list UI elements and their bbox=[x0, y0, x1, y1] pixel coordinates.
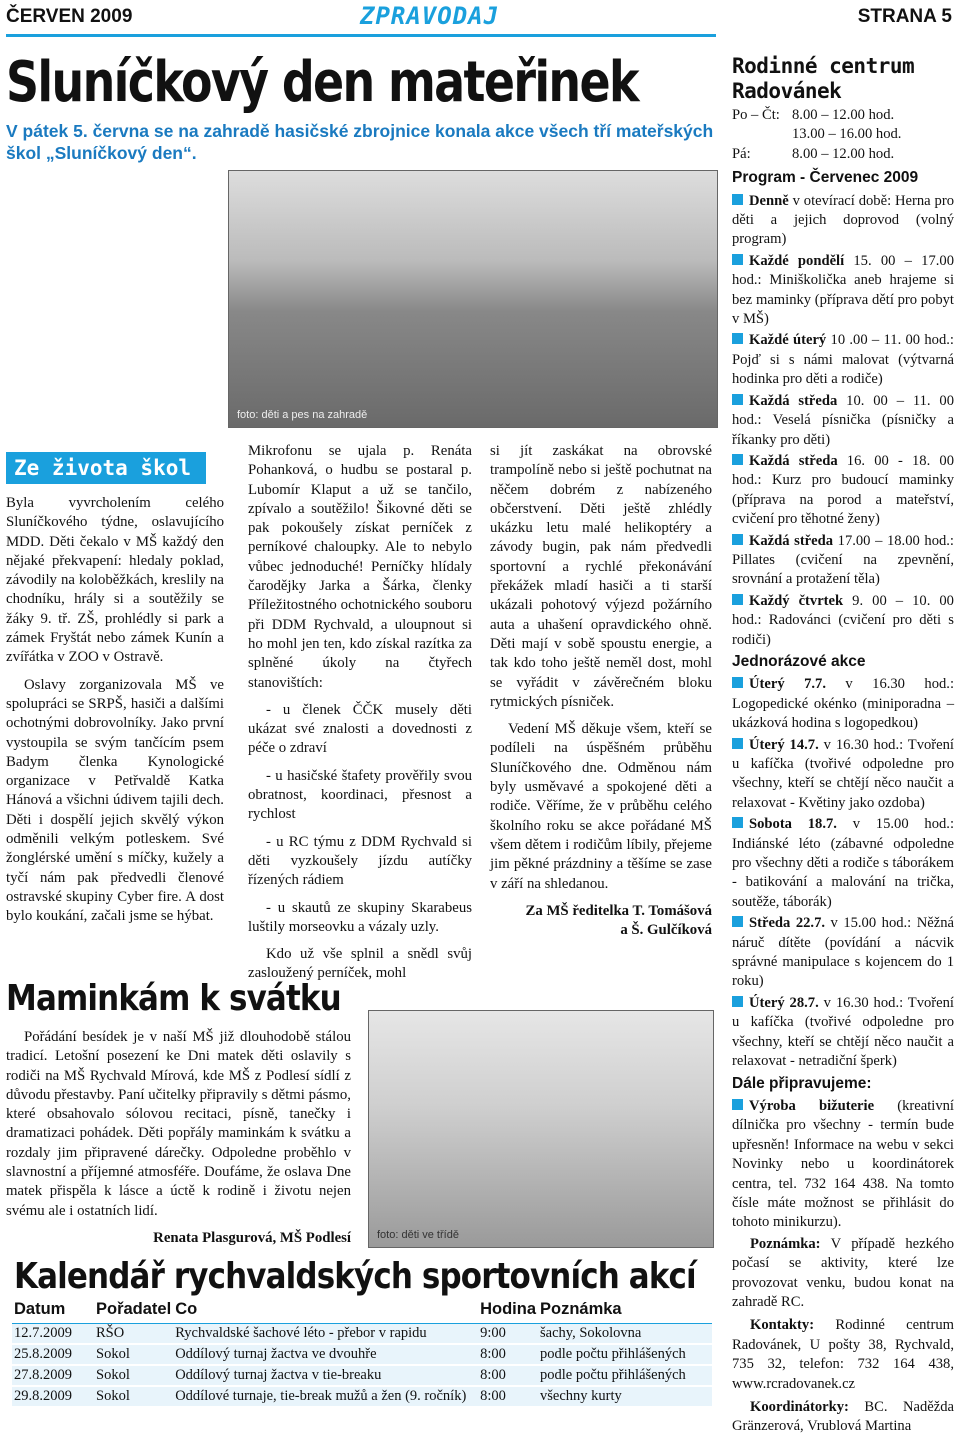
column-header: Hodina bbox=[478, 1300, 538, 1324]
column-header: Pořadatel bbox=[94, 1300, 173, 1324]
column-header: Co bbox=[173, 1300, 478, 1324]
hours-row bbox=[732, 106, 954, 125]
article-column-3 bbox=[490, 442, 712, 940]
paragraph: si jít zaskákat na obrovské trampolíně nebo si ještě pochutnat na něčem dobrém z nabízeného občerstvení. Děti ještě zhlédly ukázku letu malé helikoptéry a závody bugin, pak nám předvedli sportovní a rychlé překonávání překážek mladí hasiči a ti starší ukázali pohotový výjezd požárního auta a uhašení opravdického ohně. Děti mají v sobě spoustu energie, a tak kdo toho ještě neměl dost, mohl se vyřádit v závěrečném bloku rytmických písniček. bbox=[490, 443, 712, 710]
photo-caption: foto: děti a pes na zahradě bbox=[237, 409, 368, 421]
note: Poznámka: V případě hezkého počasí se aktivity, které lze provozovat venku, budou konat na zahradě RC. bbox=[732, 1235, 954, 1310]
bullet-square-icon bbox=[732, 738, 743, 749]
cell: 8:00 bbox=[478, 1365, 538, 1386]
photo-caption: foto: děti ve třídě bbox=[377, 1229, 459, 1241]
section-badge: Ze života škol bbox=[6, 452, 206, 484]
table-row bbox=[12, 1365, 712, 1386]
article-photo bbox=[368, 1010, 714, 1248]
paragraph: Oslavy zorganizovala MŠ ve spolupráci se SRPŠ, hasiči a dalšími ochotnými dobrovolníky. Jako první vystoupila se svým tančícím psem Badym členka Kynologické organizace v Petřvaldě Katka Hánová a všichni údivem tajili dech. Děti i dospělí jejich skvělý výkon odměnili velkým potleskem. Své žonglérské umění s míčky, kužely a tyčí nám pak předvedli členové ostravské skupiny Cyber fire. A dost bylo koukání, začali jsme se hýbat. bbox=[6, 676, 224, 925]
program-item: Každá středa 10. 00 – 11. 00 hod.: Veselá písnička (písničky a říkanky pro děti) bbox=[732, 392, 954, 448]
page-number: STRANA 5 bbox=[857, 6, 952, 27]
hours-row bbox=[732, 125, 954, 144]
program-heading: Program - Červenec 2009 bbox=[732, 169, 919, 187]
cell: 12.7.2009 bbox=[12, 1324, 94, 1345]
cell: podle počtu přihlášených bbox=[538, 1344, 712, 1365]
bullet-square-icon bbox=[732, 534, 743, 545]
event-item: Sobota 18.7. v 15.00 hod.: Indiánské léto (zábavné odpoledne pro všechny děti a rodiče s táborákem - batikování a malování na trička, soutěže, táborák) bbox=[732, 816, 954, 910]
cell: 29.8.2009 bbox=[12, 1386, 94, 1407]
cell: Rychvaldské šachové léto - přebor v rapidu bbox=[173, 1324, 478, 1345]
program-item: Každé úterý 10 .00 – 11. 00 hod.: Pojď si s námi malovat (výtvarná hodinka pro děti a rodiče) bbox=[732, 332, 954, 388]
contacts: Kontakty: Rodinné centrum Radovánek, U pošty 38, Rychvald, 735 32, telefon: 732 164 438, www.rcradovanek.cz bbox=[732, 1317, 954, 1392]
table-row bbox=[12, 1324, 712, 1345]
newsletter-name: ZPRAVODAJ bbox=[360, 2, 500, 30]
paragraph: Pořádání besídek je v naší MŠ již dlouhodobě stálou tradicí. Letošní posezení ke Dni matek děti oslavily s rodiči na MŠ Rychvald Mírová, kde MŠ z Podlesí sídlí z důvodu přestavby. Paní učitelky připravily s dětmi pásmo, které obsahovalo sólovou recitaci, písně, tanečky i dramatizaci pohádek. Děti popřály maminkám k svátku a rozdaly jim připravené dárečky. Odpoledne proběhlo v slavnostní a příjemné atmosféře. Doufáme, že oslava Dne matek přispěla k lásce a úctě k rodině i životu nejen svému ale i ostatních lidí. bbox=[6, 1029, 351, 1219]
paragraph: Mikrofonu se ujala p. Renáta Pohanková, o hudbu se postaral p. Lubomír Klaput a už se tančilo, zpívalo a soutěžilo! Šikovné děti se pak pokoušely získat perníček z perníkové chaloupky. Ale to nebylo vůbec jednoduché! Perníčky hlídaly čarodějky Jarka a Šárka, členky Příležitostného ochotnického souboru při DDM Rychvald, a uloupnout si ho mohl jen ten, kdo získal razítka za splněné úkoly na čtyřech stanovištích: bbox=[248, 443, 472, 691]
calendar-title: Kalendář rychvaldských sportovních akcí bbox=[14, 1256, 696, 1297]
signature: Za MŠ ředitelka T. Tomášová bbox=[525, 902, 712, 919]
coordinators: Koordinátorky: BC. Naděžda Gränzerová, Vrublová Martina bbox=[732, 1399, 954, 1435]
program-item: Každé pondělí 15. 00 – 17.00 hod.: Miniškolička aneb hrajeme si bez maminky (příprava dětí pro pobyt v MŠ) bbox=[732, 252, 954, 328]
table-header-row bbox=[12, 1300, 712, 1324]
event-item: Úterý 7.7. v 16.30 hod.: Logopedické okénko (miniporadna – ukázková hodina s logopedkou) bbox=[732, 676, 954, 732]
bullet-square-icon bbox=[732, 394, 743, 405]
hours-time: 8.00 – 12.00 hod. bbox=[792, 145, 895, 162]
event-item: Středa 22.7. v 15.00 hod.: Něžná náruč dítěte (povídání a nácvik správné manipulace s kojencem do 1 roku) bbox=[732, 915, 954, 990]
signature: a Š. Gulčíková bbox=[620, 922, 712, 939]
event-item: Úterý 14.7. v 16.30 hod.: Tvoření u kafíčka (tvořivé odpoledne pro všechny, kteří se chtějí něco naučit a relaxovat - Květiny jako ozdoba) bbox=[732, 736, 954, 811]
bullet-square-icon bbox=[732, 594, 743, 605]
planned-item: Výroba bižuterie (kreativní dílnička pro všechny - termín bude upřesněn! Informace na webu v sekci Novinky nebo u koordinátorek centra, tel. 732 164 438. Na tomto čísle máte možnost se přihlásit do tohoto minikurzu). bbox=[732, 1097, 954, 1231]
bullet-square-icon bbox=[732, 333, 743, 344]
hours-day: Pá: bbox=[732, 145, 751, 162]
program-item: Každá středa 16. 00 - 18. 00 hod.: Kurz pro budoucí maminky (příprava na porod a mateřství, cvičení pro těhotné ženy) bbox=[732, 452, 954, 528]
article-column-2 bbox=[248, 442, 472, 992]
paragraph: - u RC týmu z DDM Rychvald si děti vyzkoušely jízdu autíčky řízených rádiem bbox=[248, 833, 472, 889]
planned-heading: Dále připravujeme: bbox=[732, 1074, 872, 1092]
cell: Sokol bbox=[94, 1386, 173, 1407]
article-body bbox=[6, 1028, 351, 1248]
paragraph: Vedení MŠ děkuje všem, kteří se podíleli na úspěšném průběhu Sluníčkového dne. Odměnou nám byly usměvavé a spokojené děti a rodiče. Věříme, že v průběhu celého školního roku se akce pořádané MŠ všem dětem i rodičům líbily, přejeme jim pěkné prázdniny a těšíme se zase v září na shledanou. bbox=[490, 721, 712, 892]
issue-date: ČERVEN 2009 bbox=[6, 6, 133, 27]
event-item: Úterý 28.7. v 16.30 hod.: Tvoření u kafíčka (tvořivé odpoledne pro všechny, kteří se chtějí něco naučit a relaxovat - netradiční šperk) bbox=[732, 994, 954, 1070]
table-row bbox=[12, 1386, 712, 1407]
article-column-1 bbox=[6, 494, 224, 935]
sidebar-family-center bbox=[732, 54, 954, 1441]
cell: Oddílový turnaj žactva ve dvouhře bbox=[173, 1344, 478, 1365]
paragraph: Byla vyvrcholením celého Sluníčkového týdne, oslavujícího MDD. Děti čekalo v MŠ každý den nějaké překvapení: hledaly poklad, závodily na koloběžkách, kreslily na chodníku, hrály si a soutěžily se žáky 9. tř. ZŠ, prohlédly si park a zámek Fryštát nebo zámek Kunín a zvířátka v ZOO v Ostravě. bbox=[6, 495, 224, 666]
bullet-square-icon bbox=[732, 454, 743, 465]
paragraph: - u členek ČČK musely děti ukázat své znalosti a dovednosti z péče o zdraví bbox=[248, 701, 472, 757]
article-subtitle: V pátek 5. června se na zahradě hasičské zbrojnice konala akce všech tří mateřských škol „Sluníčkový den“. bbox=[6, 121, 714, 163]
column-header: Datum bbox=[12, 1300, 94, 1324]
page-header bbox=[0, 0, 960, 40]
cell: 25.8.2009 bbox=[12, 1344, 94, 1365]
hours-row bbox=[732, 145, 954, 164]
article-photo bbox=[228, 170, 718, 428]
header-rule bbox=[6, 34, 716, 37]
column-header: Poznámka bbox=[538, 1300, 712, 1324]
cell: 8:00 bbox=[478, 1386, 538, 1407]
bullet-square-icon bbox=[732, 916, 743, 927]
cell: 8:00 bbox=[478, 1344, 538, 1365]
cell: Oddílový turnaj žactva v tie-breaku bbox=[173, 1365, 478, 1386]
signature: Renata Plasgurová, MŠ Podlesí bbox=[153, 1229, 351, 1246]
cell: 9:00 bbox=[478, 1324, 538, 1345]
cell: podle počtu přihlášených bbox=[538, 1365, 712, 1386]
cell: šachy, Sokolovna bbox=[538, 1324, 712, 1345]
hours-time: 13.00 – 16.00 hod. bbox=[792, 126, 902, 143]
article-title: Maminkám k svátku bbox=[6, 978, 341, 1019]
article-title: Sluníčkový den mateřinek bbox=[6, 50, 638, 115]
cell: Oddílové turnaje, tie-break mužů a žen (9. ročník) bbox=[173, 1386, 478, 1407]
program-item: Denně v otevírací době: Herna pro děti a jejich doprovod (volný program) bbox=[732, 192, 954, 248]
cell: Sokol bbox=[94, 1365, 173, 1386]
sports-calendar-table bbox=[12, 1300, 712, 1408]
cell: všechny kurty bbox=[538, 1386, 712, 1407]
hours-time: 8.00 – 12.00 hod. bbox=[792, 107, 895, 123]
bullet-square-icon bbox=[732, 996, 743, 1007]
program-item: Každá středa 17.00 – 18.00 hod.: Pillates (cvičení na zpevnění, srovnání a protažení těla) bbox=[732, 532, 954, 588]
bullet-square-icon bbox=[732, 254, 743, 265]
opening-hours bbox=[732, 106, 954, 164]
hours-day: Po – Čt: bbox=[732, 107, 780, 123]
cell: Sokol bbox=[94, 1344, 173, 1365]
bullet-square-icon bbox=[732, 677, 743, 688]
paragraph: Kdo už vše splnil a snědl svůj zasloužený perníček, mohl bbox=[248, 946, 472, 982]
sidebar-title: Rodinné centrum Radovánek bbox=[732, 54, 915, 103]
bullet-square-icon bbox=[732, 817, 743, 828]
single-events-heading: Jednorázové akce bbox=[732, 652, 866, 670]
table-row bbox=[12, 1344, 712, 1365]
paragraph: - u skautů ze skupiny Skarabeus luštily morseovku a vázaly uzly. bbox=[248, 899, 472, 935]
cell: RŠO bbox=[94, 1324, 173, 1345]
hours-day bbox=[732, 125, 792, 144]
bullet-square-icon bbox=[732, 1099, 743, 1110]
program-item: Každý čtvrtek 9. 00 – 10. 00 hod.: Radovánci (cvičení pro děti s rodiči) bbox=[732, 592, 954, 648]
cell: 27.8.2009 bbox=[12, 1365, 94, 1386]
bullet-square-icon bbox=[732, 194, 743, 205]
paragraph: - u hasičské štafety prověřily svou obratnost, koordinaci, přesnost a rychlost bbox=[248, 767, 472, 823]
